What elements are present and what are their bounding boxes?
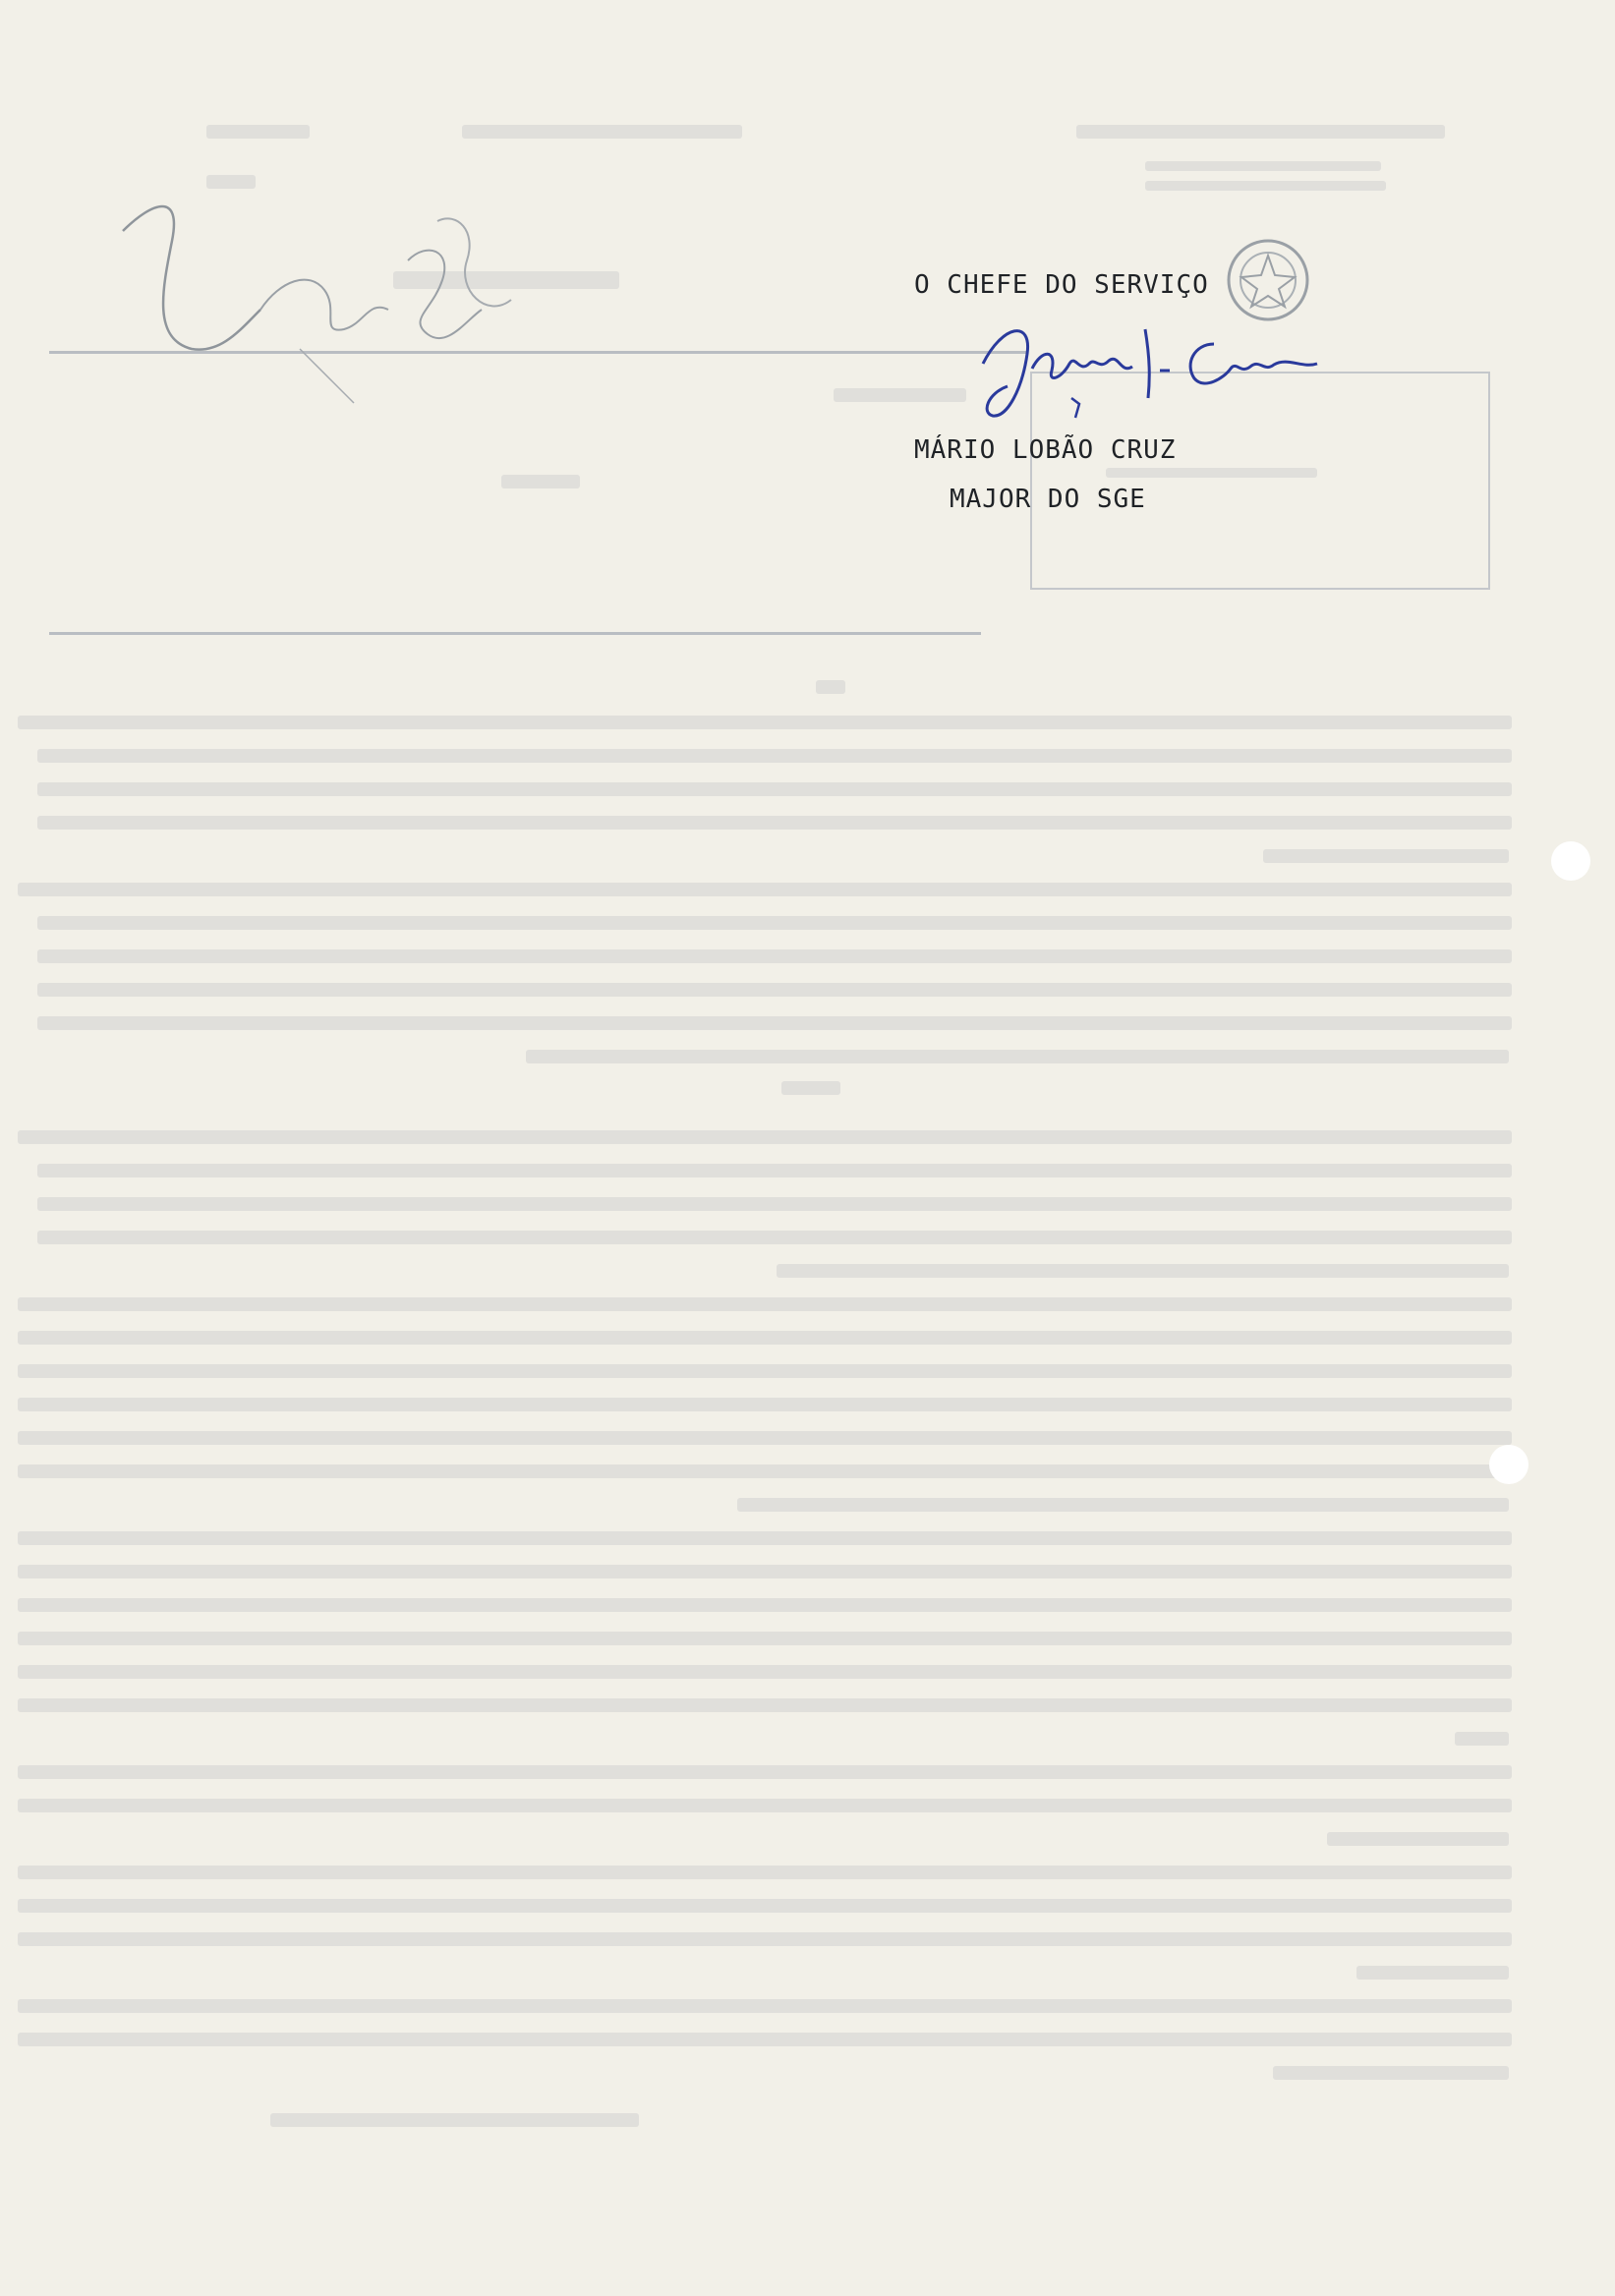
chief-label: O CHEFE DO SERVIÇO [914, 270, 1209, 300]
signature [973, 310, 1327, 428]
signatory-name: MÁRIO LOBÃO CRUZ [914, 435, 1177, 465]
signatory-rank: MAJOR DO SGE [950, 485, 1146, 514]
punch-hole-bottom [1489, 1445, 1528, 1484]
header-rule-lower [49, 632, 981, 635]
punch-hole-top [1551, 841, 1590, 881]
pencil-scribble [113, 162, 526, 418]
